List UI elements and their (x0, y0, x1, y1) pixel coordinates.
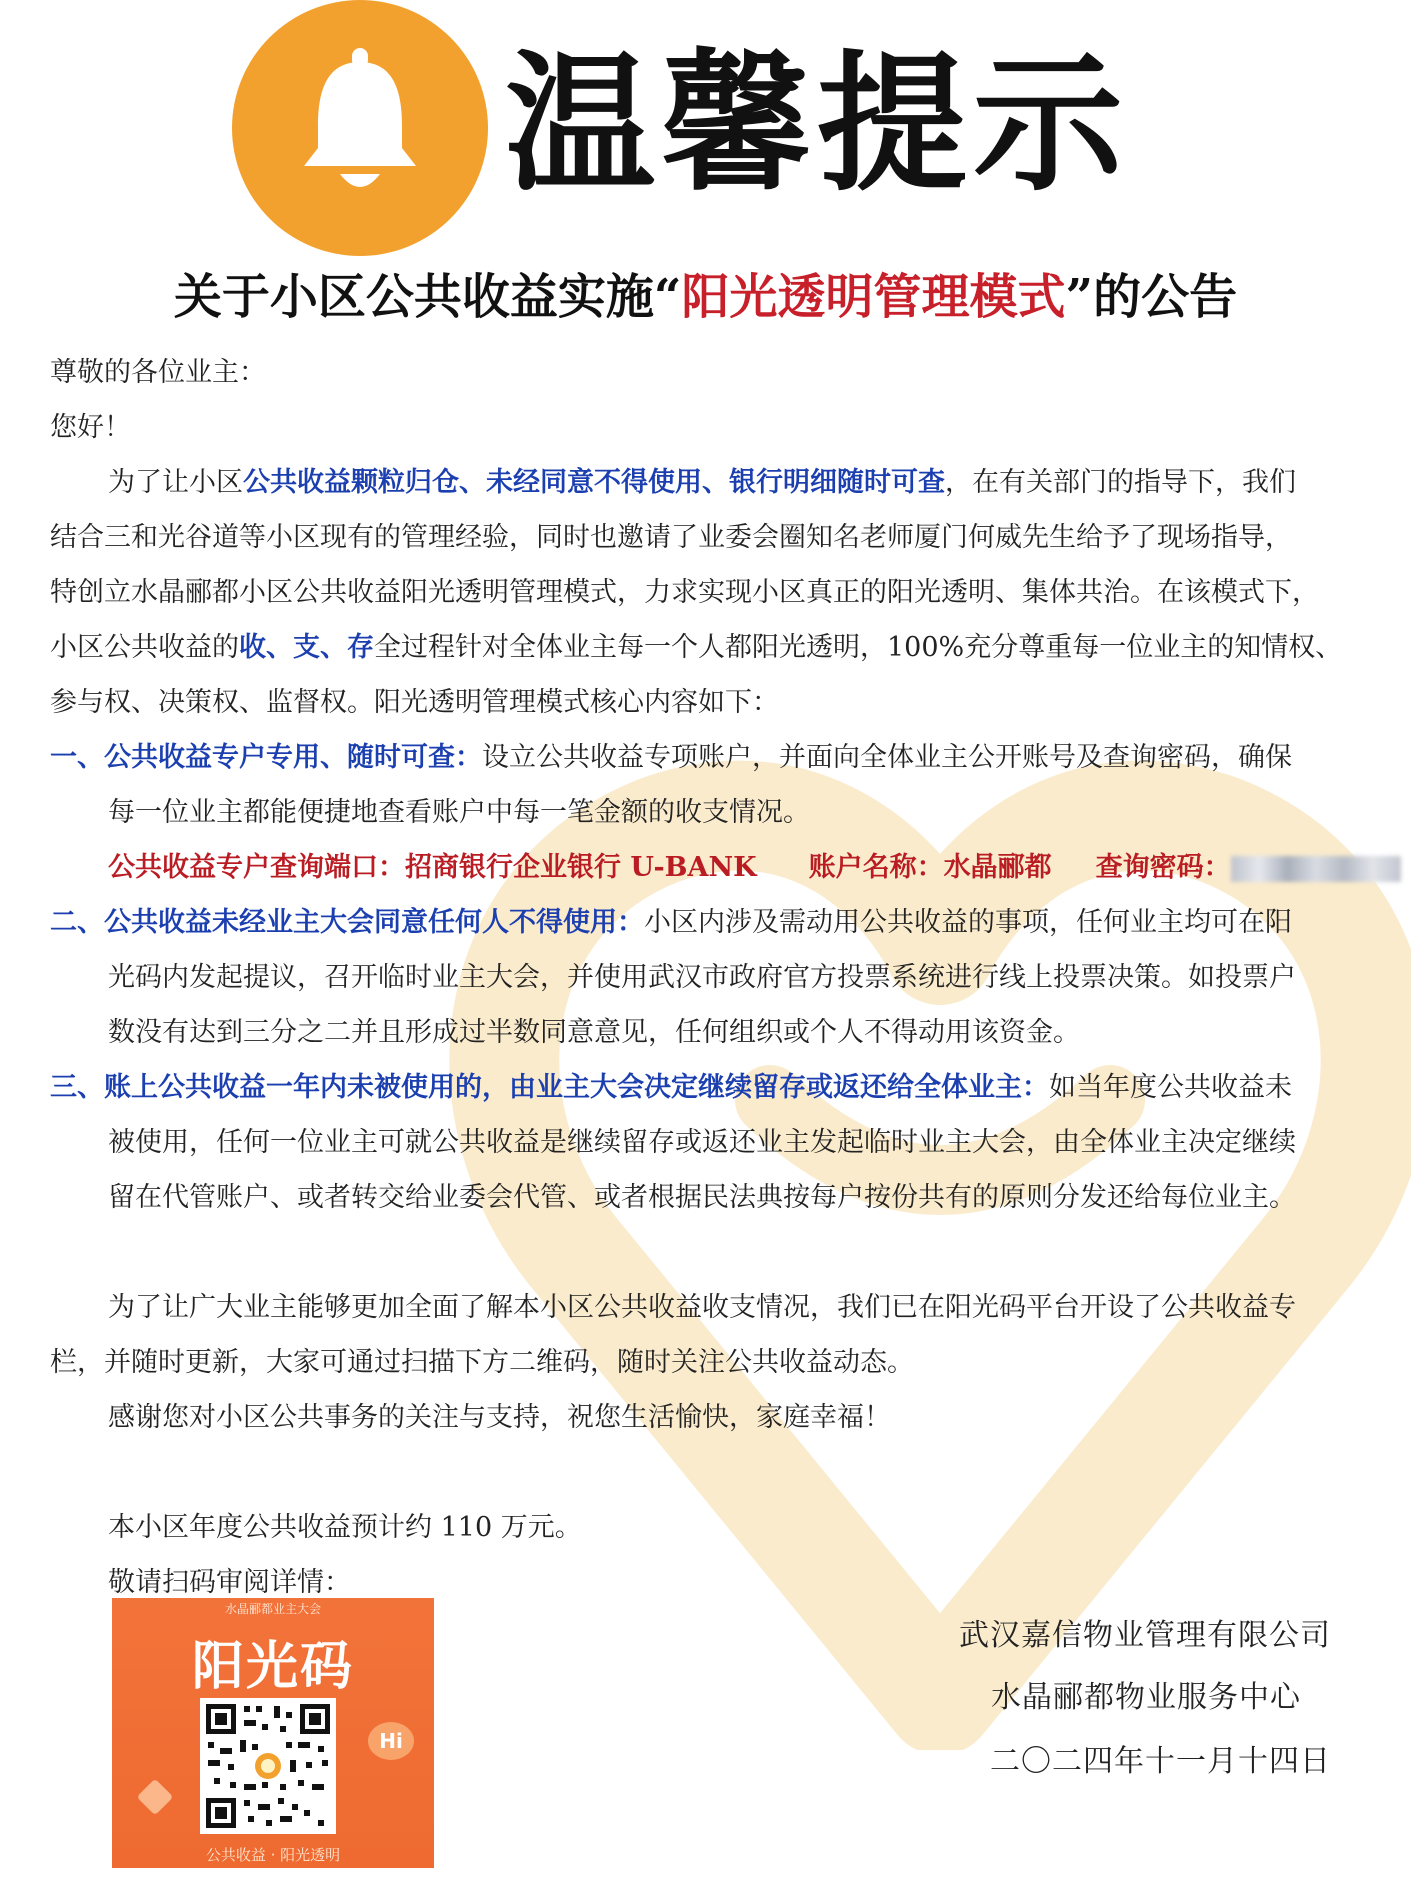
qr-code[interactable] (200, 1698, 336, 1834)
qr-code-pattern (200, 1698, 336, 1834)
announcement-highlight: 阳光透明管理模式 (681, 269, 1066, 325)
signature-company: 武汉嘉信物业管理有限公司 (959, 1618, 1331, 1653)
text-span: 全过程针对全体业主每一个人都阳光透明，100%充分尊重每一位业主的知情权、 (374, 632, 1343, 663)
emphasis-blue: 公共收益颗粒归仓、未经同意不得使用、银行明细随时可查 (243, 467, 945, 498)
password-label: 查询密码： (1095, 852, 1231, 883)
paragraph-2-line-2: 栏，并随时更新，大家可通过扫描下方二维码，随时关注公共收益动态。 (50, 1347, 914, 1378)
emphasis-blue: 收、支、存 (239, 632, 374, 663)
salutation: 尊敬的各位业主： (50, 357, 266, 388)
paragraph-1-line-5: 参与权、决策权、监督权。阳光透明管理模式核心内容如下： (50, 687, 779, 718)
greeting: 您好！ (50, 412, 131, 443)
text-span: 设立公共收益专项账户，并面向全体业主公开账号及查询密码，确保 (482, 742, 1292, 773)
scan-prompt: 敬请扫码审阅详情： (108, 1567, 351, 1598)
query-port: 公共收益专户查询端口：招商银行企业银行 U-BANK (108, 852, 757, 883)
paragraph-1-line-1 (50, 455, 1380, 510)
page-title: 温馨提示 (505, 38, 1130, 212)
query-info-line (50, 840, 1380, 895)
item-3-heading: 三、账上公共收益一年内未被使用的，由业主大会决定继续留存或返还给全体业主： (50, 1072, 1049, 1103)
item-2-line-1 (50, 895, 1380, 950)
item-3-line-3: 留在代管账户、或者转交给业委会代管、或者根据民法典按每户按份共有的原则分发还给每位业主。 (108, 1182, 1296, 1213)
hi-bubble-icon: Hi (368, 1722, 414, 1760)
text-span: 为了让小区 (108, 467, 243, 498)
announcement-post: ”的公告 (1065, 269, 1238, 325)
spacer (50, 1445, 1380, 1500)
announcement-pre: 关于小区公共收益实施“ (173, 269, 682, 325)
bell-badge (232, 0, 488, 256)
signature-service-center: 水晶郦都物业服务中心 (991, 1680, 1301, 1715)
item-3-line-1 (50, 1060, 1380, 1115)
signature-date: 二〇二四年十一月十四日 (990, 1744, 1331, 1779)
notice-body (50, 345, 1380, 1610)
income-estimate: 本小区年度公共收益预计约 110 万元。 (108, 1512, 582, 1543)
paragraph-2-line-1: 为了让广大业主能够更加全面了解本小区公共收益收支情况，我们已在阳光码平台开设了公共收益专 (108, 1292, 1296, 1323)
item-1-heading: 一、公共收益专户专用、随时可查： (50, 742, 482, 773)
paragraph-1-line-4 (50, 620, 1380, 675)
redacted-password (1231, 856, 1401, 882)
announcement-heading (0, 258, 1411, 327)
paragraph-1-line-3: 特创立水晶郦都小区公共收益阳光透明管理模式，力求实现小区真正的阳光透明、集体共治。在该模式下， (50, 577, 1319, 608)
spacer (50, 1225, 1380, 1280)
bell-icon (294, 48, 426, 198)
decoration-shape (137, 1779, 174, 1816)
text-span: 小区公共收益的 (50, 632, 239, 663)
text-span: 小区内涉及需动用公共收益的事项，任何业主均可在阳 (644, 907, 1292, 938)
sunshine-code-card[interactable] (112, 1598, 434, 1868)
qr-card-brand: 阳光码 (191, 1637, 354, 1697)
text-span: ，在有关部门的指导下，我们 (945, 467, 1296, 498)
paragraph-2-line-3: 感谢您对小区公共事务的关注与支持，祝您生活愉快，家庭幸福！ (108, 1402, 891, 1433)
item-2-line-2: 光码内发起提议，召开临时业主大会，并使用武汉市政府官方投票系统进行线上投票决策。如投票户 (108, 962, 1296, 993)
item-2-heading: 二、公共收益未经业主大会同意任何人不得使用： (50, 907, 644, 938)
item-1-line-1 (50, 730, 1380, 785)
text-span: 如当年度公共收益未 (1049, 1072, 1292, 1103)
paragraph-1-line-2: 结合三和光谷道等小区现有的管理经验，同时也邀请了业委会圈知名老师厦门何威先生给予了现场指导， (50, 522, 1292, 553)
item-1-line-2: 每一位业主都能便捷地查看账户中每一笔金额的收支情况。 (108, 797, 810, 828)
account-name: 账户名称：水晶郦都 (808, 852, 1052, 883)
qr-card-top-text: 水晶郦都业主大会 (224, 1602, 321, 1616)
qr-card-bottom-text: 公共收益 · 阳光透明 (205, 1846, 341, 1864)
item-3-line-2: 被使用，任何一位业主可就公共收益是继续留存或返还业主发起临时业主大会，由全体业主决定继续 (108, 1127, 1296, 1158)
item-2-line-3: 数没有达到三分之二并且形成过半数同意意见，任何组织或个人不得动用该资金。 (108, 1017, 1080, 1048)
